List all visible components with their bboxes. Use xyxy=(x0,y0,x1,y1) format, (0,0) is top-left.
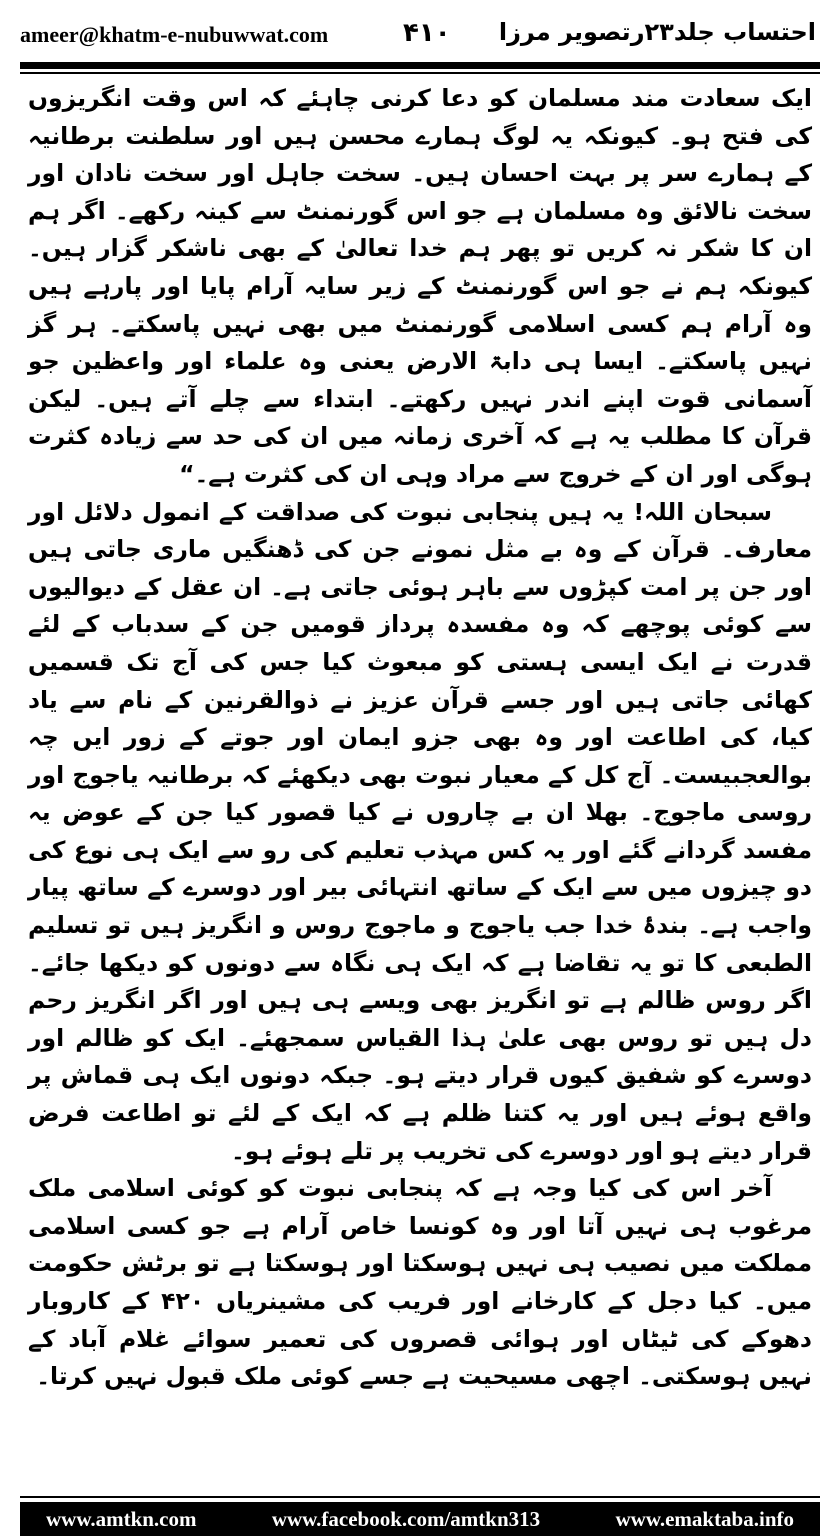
page-footer xyxy=(20,1502,820,1536)
paragraph-3: آخر اس کی کیا وجہ ہے کہ پنجابی نبوت کو کوئی اسلامی ملک مرغوب ہی نہیں آتا اور وہ کونسا خاص آرام ہے جو کسی اسلامی مملکت میں نصیب ہی نہیں ہوسکتا اور ہوسکتا ہے تو برٹش حکومت میں۔ کیا دجل کے کارخانے اور فریب کی مشینریاں ۴۲۰ کے کاروبار دھوکے کی ٹیٹاں اور ہوائی قصروں کی تعمیر سوائے غلام آباد کے نہیں ہوسکتی۔ اچھی مسیحیت ہے جسے کوئی ملک قبول نہیں کرتا۔ xyxy=(28,1174,812,1391)
body-text xyxy=(28,80,812,1396)
footer-link-facebook[interactable]: www.facebook.com/amtkn313 xyxy=(271,1506,541,1531)
header-rule-thick xyxy=(20,62,820,69)
footer-link-emaktaba[interactable]: www.emaktaba.info xyxy=(615,1506,794,1531)
paragraph-2: سبحان اللہ! یہ ہیں پنجابی نبوت کی صداقت کے انمول دلائل اور معارف۔ قرآن کے وہ بے مثل نمونے جن کی ڈھنگیں ماری جاتی ہیں اور جن پر امت کپڑوں سے باہر ہوئی جاتی ہے۔ ان عقل کے دیوالیوں سے کوئی پوچھے کہ وہ مفسدہ پرداز قومیں جن کے سدباب کے لئے قدرت نے ایک ایسی ہستی کو مبعوث کیا جس کی آج تک قسمیں کھائی جاتی ہیں اور جسے قرآن عزیز نے ذوالقرنین کے نام سے یاد کیا، کی اطاعت اور وہ بھی جزو ایمان اور جوتے کے زور ایں چہ بوالعجبیست۔ آج کل کے معیار نبوت بھی دیکھئے کہ برطانیہ یاجوج اور روسی ماجوج۔ بھلا ان بے چاروں نے کیا قصور کیا جن کے عوض یہ مفسد گردانے گئے اور یہ کس مہذب تعلیم کی رو سے ایک ہی نوع کی دو چیزوں میں سے ایک کے ساتھ انتہائی بیر اور دوسرے کے ساتھ پیار واجب ہے۔ بندۂ خدا جب یاجوج و ماجوج روس و انگریز ہیں تو تسلیم الطبعی کا تو یہ تقاضا ہے کہ ایک ہی نگاہ سے دونوں کو دیکھا جائے۔ اگر روس ظالم ہے تو انگریز بھی ویسے ہی ہیں اور اگر انگریز رحم دل ہیں تو روس بھی علیٰ ہذا القیاس سمجھئے۔ ایک کو ظالم اور دوسرے کو شفیق کیوں قرار دیتے ہو۔ جبکہ دونوں ایک ہی قماش پر واقع ہوئے ہیں اور یہ کتنا ظلم ہے کہ ایک کے لئے تو اطاعت فرض قرار دیتے ہو اور دوسرے کی تخریب پر تلے ہوئے ہو۔ xyxy=(28,497,812,1165)
footer-link-amtkn[interactable]: www.amtkn.com xyxy=(46,1506,197,1531)
paragraph-1: ایک سعادت مند مسلمان کو دعا کرنی چاہئے کہ اس وقت انگریزوں کی فتح ہو۔ کیونکہ یہ لوگ ہمارے محسن ہیں اور سلطنت برطانیہ کے ہمارے سر پر بہت احسان ہیں۔ سخت جاہل اور سخت نادان اور سخت نالائق وہ مسلمان ہے جو اس گورنمنٹ سے کینہ رکھے۔ اگر ہم ان کا شکر نہ کریں تو پھر ہم خدا تعالیٰ کے بھی ناشکر گزار ہیں۔ کیونکہ ہم نے جو اس گورنمنٹ کے زیر سایہ آرام پایا اور پارہے ہیں وہ آرام ہم کسی اسلامی گورنمنٹ میں بھی نہیں پاسکتے۔ ہر گز نہیں پاسکتے۔ ایسا ہی دابۃ الارض یعنی وہ علماء اور واعظین جو آسمانی قوت اپنے اندر نہیں رکھتے۔ ابتداء سے چلے آتے ہیں۔ لیکن قرآن کا مطلب یہ ہے کہ آخری زمانہ میں ان کی حد سے زیادہ کثرت ہوگی اور ان کے خروج سے مراد وہی ان کی کثرت ہے۔“ xyxy=(28,84,812,488)
page-header xyxy=(20,8,820,58)
header-rule-thin xyxy=(20,72,820,74)
header-email: ameer@khatm-e-nubuwwat.com xyxy=(20,22,329,47)
page-number: ۴۱۰ xyxy=(403,18,451,48)
footer-rule xyxy=(20,1496,820,1498)
book-title: احتساب جلد۲۳رتصویر مرزا xyxy=(498,18,816,46)
